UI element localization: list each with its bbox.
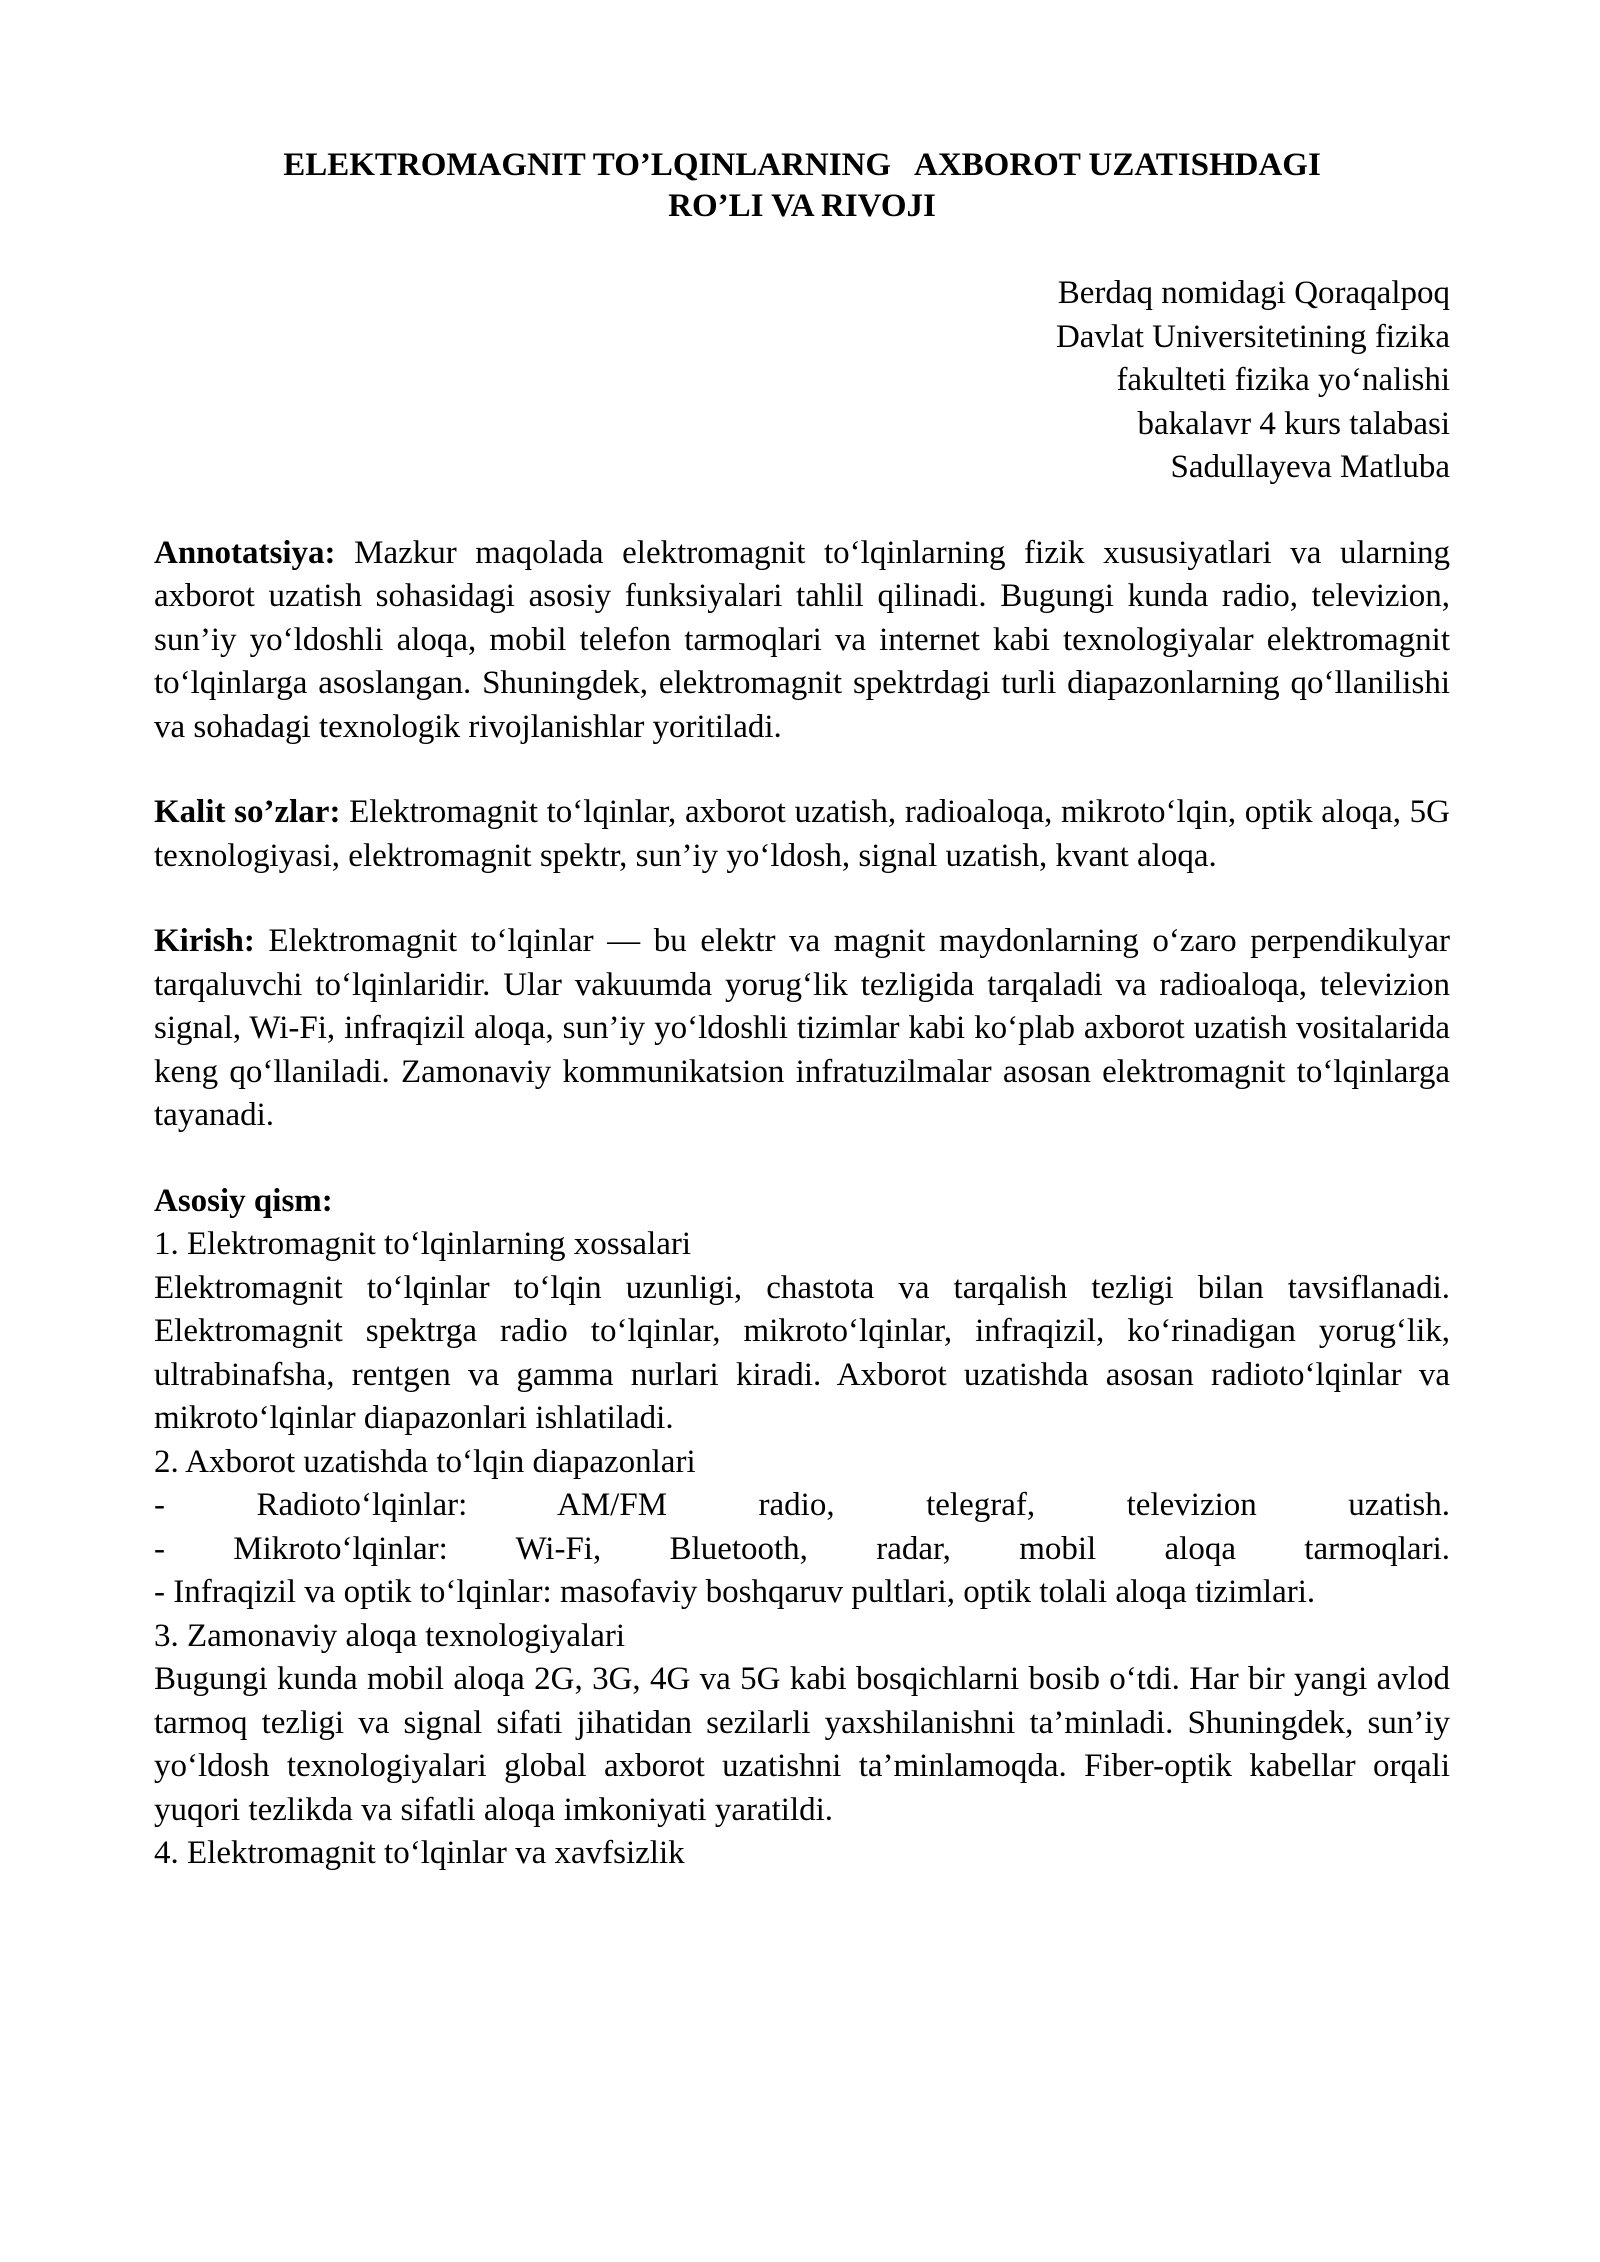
section-2-item-2: - Mikroto‘lqinlar: Wi-Fi, Bluetooth, radar, mobil aloqa tarmoqlari. <box>154 1530 1450 1567</box>
section-2-item-1: - Radioto‘lqinlar: AM/FM radio, telegraf, televizion uzatish. <box>154 1487 1450 1523</box>
keywords-label: Kalit so’zlar: <box>154 794 341 830</box>
affiliation-line: fakulteti fizika yo‘nalishi <box>1116 362 1450 398</box>
introduction-label: Kirish: <box>154 923 255 959</box>
section-3-title: 3. Zamonaviy aloqa texnologiyalari <box>154 1617 626 1654</box>
document-page <box>154 145 1450 1876</box>
author-name: Sadullayeva Matluba <box>1170 449 1450 485</box>
introduction-paragraph <box>154 920 1450 1138</box>
annotation-text: Mazkur maqolada elektromagnit to‘lqinlarning fizik xususiyatlari va ularning axborot uzatish sohasidagi asosiy funksiyalari tahlil qilinadi. Bugungi kunda radio, televizion, sun’iy yo‘ldoshli aloqa, mobil telefon tarmoqlari va internet kabi texnologiyalar elektromagnit to‘lqinlarga asoslangan. Shuningdek, elektromagnit spektrdagi turli diapazonlarning qo‘llanilishi va sohadagi texnologik rivojlanishlar yoritiladi. <box>154 534 1450 745</box>
affiliation-line: Berdaq nomidagi Qoraqalpoq <box>1057 275 1450 311</box>
main-heading: Asosiy qism: <box>154 1182 333 1219</box>
section-2-item-3: - Infraqizil va optik to‘lqinlar: masofaviy boshqaruv pultlari, optik tolali aloqa tizimlari. <box>154 1574 1316 1610</box>
author-affiliation <box>154 272 1450 490</box>
title-line-2: RO’LI VA RIVOJI <box>668 188 936 224</box>
affiliation-line: bakalavr 4 kurs talabasi <box>1137 405 1450 442</box>
main-section <box>154 1180 1450 1876</box>
paper-title <box>154 145 1450 227</box>
section-2-title: 2. Axborot uzatishda to‘lqin diapazonlari <box>154 1443 696 1480</box>
keywords-paragraph <box>154 791 1450 878</box>
introduction-text: Elektromagnit to‘lqinlar — bu elektr va magnit maydonlarning o‘zaro perpendikulyar tarqaluvchi to‘lqinlaridir. Ular vakuumda yorug‘lik tezligida tarqaladi va radioaloqa, televizion signal, Wi-Fi, infraqizil aloqa, sun’iy yo‘ldoshli tizimlar kabi ko‘plab axborot uzatish vositalarida keng qo‘llaniladi. Zamonaviy kommunikatsion infratuzilmalar asosan elektromagnit to‘lqinlarga tayanadi. <box>154 923 1450 1133</box>
affiliation-line: Davlat Universitetining fizika <box>1055 318 1450 355</box>
keywords-text: Elektromagnit to‘lqinlar, axborot uzatish, radioaloqa, mikroto‘lqin, optik aloqa, 5G texnologiyasi, elektromagnit spektr, sun’iy yo‘ldosh, signal uzatish, kvant aloqa. <box>154 794 1450 874</box>
annotation-label: Annotatsiya: <box>154 534 336 571</box>
section-1-title: 1. Elektromagnit to‘lqinlarning xossalari <box>154 1226 692 1262</box>
annotation-paragraph <box>154 532 1450 750</box>
section-4-title: 4. Elektromagnit to‘lqinlar va xavfsizlik <box>154 1835 685 1871</box>
section-3-text: Bugungi kunda mobil aloqa 2G, 3G, 4G va 5G kabi bosqichlarni bosib o‘tdi. Har bir yangi avlod tarmoq tezligi va signal sifati jihatidan sezilarli yaxshilanishni ta’minladi. Shuningdek, sun’iy yo‘ldosh texnologiyalari global axborot uzatishni ta’minlamoqda. Fiber-optik kabellar orqali yuqori tezlikda va sifatli aloqa imkoniyati yaratildi. <box>154 1661 1450 1828</box>
title-line-1: ELEKTROMAGNIT TO’LQINLARNING AXBOROT UZATISHDAGI <box>283 147 1321 183</box>
section-1-text: Elektromagnit to‘lqinlar to‘lqin uzunligi, chastota va tarqalish tezligi bilan tavsiflanadi. Elektromagnit spektrga radio to‘lqinlar, mikroto‘lqinlar, infraqizil, ko‘rinadigan yorug‘lik, ultrabinafsha, rentgen va gamma nurlari kiradi. Axborot uzatishda asosan radioto‘lqinlar va mikroto‘lqinlar diapazonlari ishlatiladi. <box>154 1269 1450 1436</box>
